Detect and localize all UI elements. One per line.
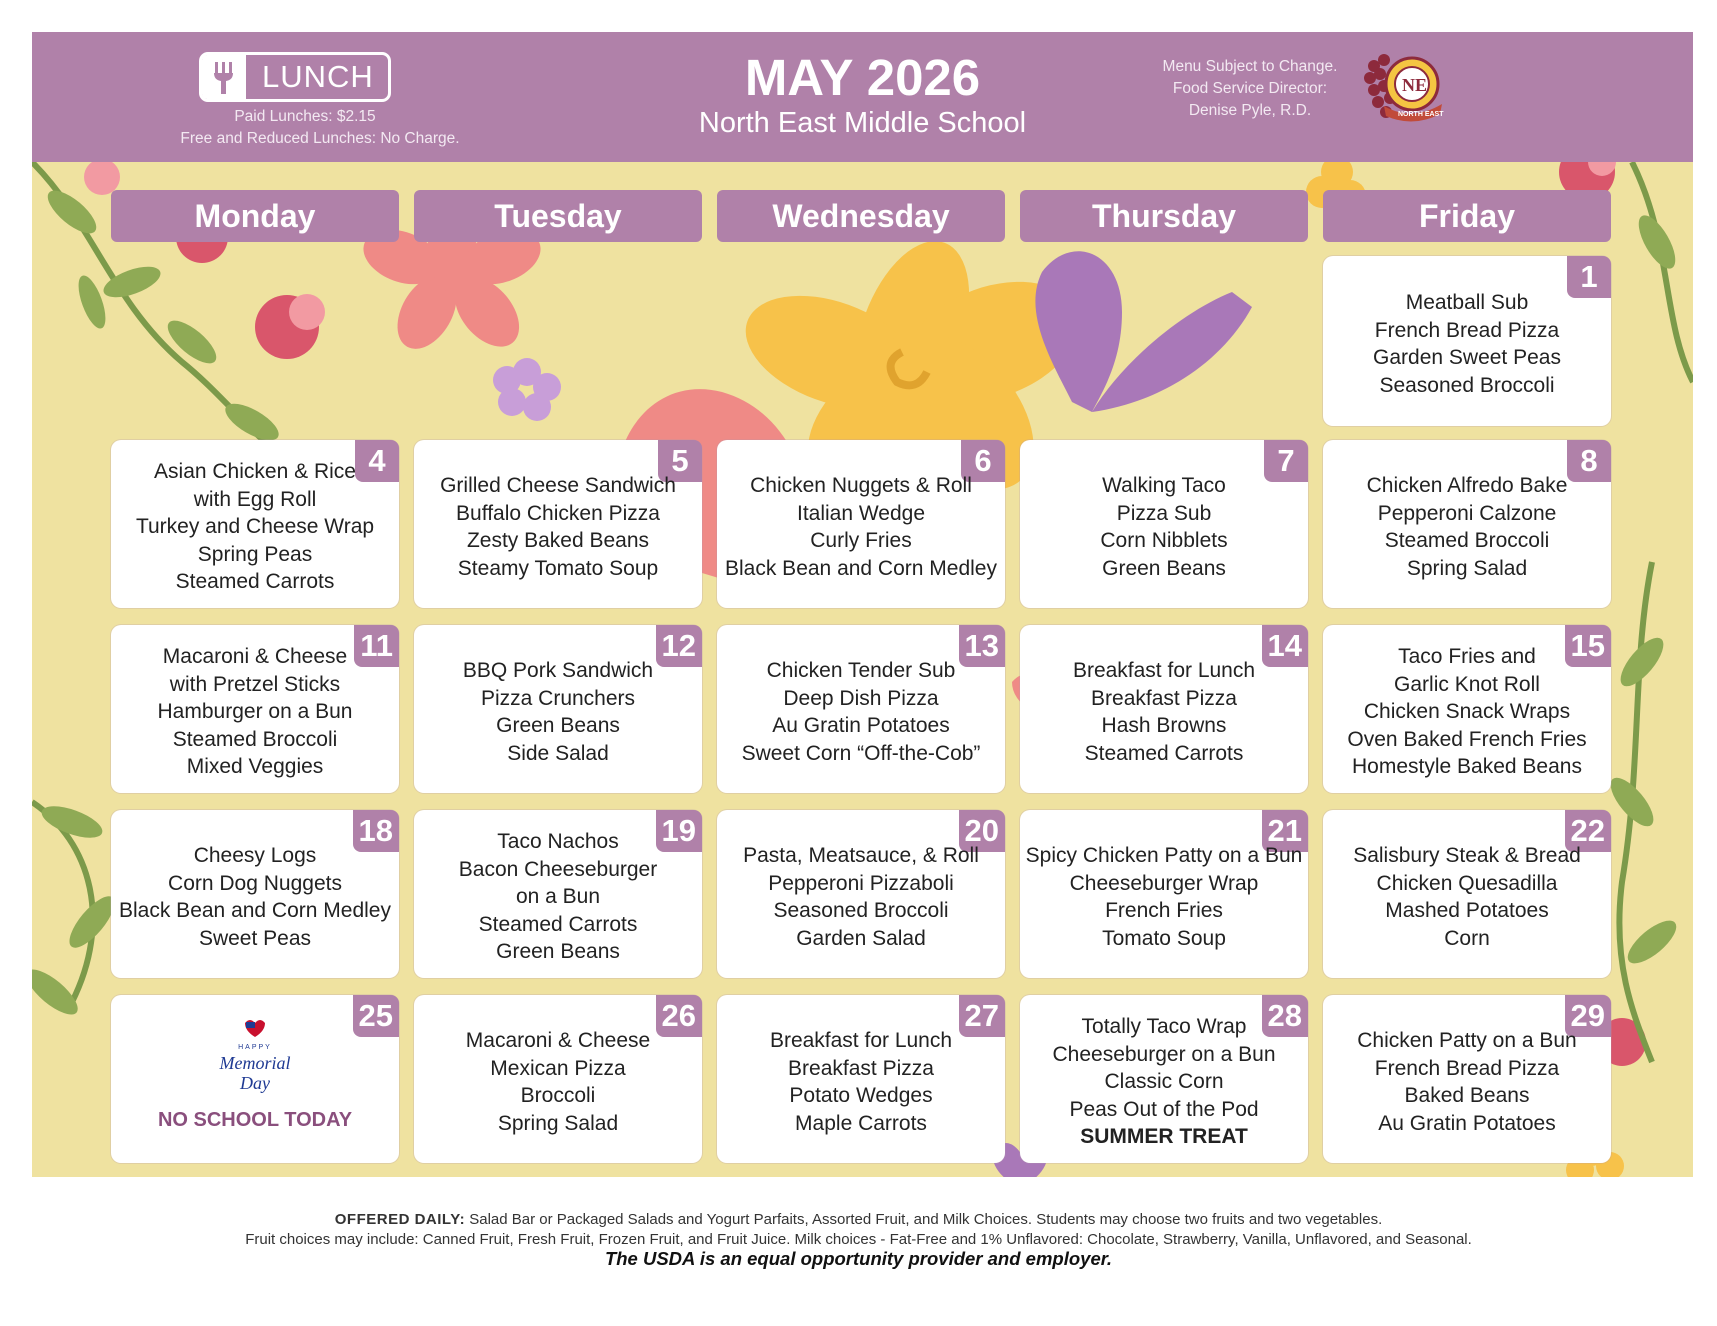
- menu-item: Homestyle Baked Beans: [1352, 755, 1582, 779]
- notice-line-3: Denise Pyle, R.D.: [1188, 102, 1312, 119]
- notice-line-1: Menu Subject to Change.: [1162, 58, 1338, 75]
- menu-item: Buffalo Chicken Pizza: [456, 501, 660, 525]
- menu-list: [1020, 810, 1308, 978]
- day-cell: [111, 625, 399, 793]
- summer-treat-item: SUMMER TREAT: [1080, 1125, 1248, 1149]
- menu-item: Mashed Potatoes: [1385, 899, 1549, 922]
- menu-item: Chicken Alfredo Bake: [1366, 474, 1568, 497]
- menu-item: Pepperoni Pizzaboli: [768, 871, 954, 895]
- date-number: 1: [1567, 256, 1611, 298]
- date-number: 20: [959, 810, 1005, 852]
- menu-item: Breakfast for Lunch: [1072, 659, 1256, 682]
- day-cell: [111, 810, 399, 978]
- menu-item: Breakfast for Lunch: [769, 1029, 953, 1052]
- menu-item: Italian Wedge: [796, 501, 926, 525]
- menu-item: Black Bean and Corn Medley: [725, 556, 997, 580]
- menu-list: [1323, 995, 1611, 1163]
- date-number: 18: [353, 810, 399, 852]
- menu-item: Corn: [1444, 926, 1490, 950]
- date-number: 4: [355, 440, 399, 482]
- menu-item: Maple Carrots: [795, 1111, 927, 1135]
- date-number: 14: [1262, 625, 1308, 667]
- menu-item: Tomato Soup: [1102, 926, 1226, 950]
- day-cell: [1323, 625, 1611, 793]
- page-title: MAY 2026: [744, 49, 981, 106]
- date-number: 15: [1565, 625, 1611, 667]
- offered-daily-label: OFFERED DAILY:: [334, 1211, 466, 1228]
- menu-item: Zesty Baked Beans: [466, 529, 650, 552]
- no-school-notice: NO SCHOOL TODAY: [157, 1109, 353, 1131]
- menu-item: Spring Salad: [497, 1111, 619, 1135]
- menu-item: Asian Chicken & Rice: [154, 460, 356, 484]
- date-number: 6: [961, 440, 1005, 482]
- menu-item: Sweet Peas: [198, 926, 312, 950]
- date-number: 12: [656, 625, 702, 667]
- date-number: 19: [656, 810, 702, 852]
- menu-item: Mixed Veggies: [186, 755, 324, 779]
- menu-item: Pasta, Meatsauce, & Roll: [743, 844, 979, 867]
- day-header-tuesday: Tuesday: [414, 190, 702, 242]
- menu-item: Meatball Sub: [1405, 291, 1529, 314]
- menu-item: Grilled Cheese Sandwich: [440, 474, 676, 497]
- menu-item: Breakfast Pizza: [788, 1056, 934, 1080]
- free-reduced-price: Free and Reduced Lunches: No Charge.: [180, 130, 460, 147]
- menu-list: [1323, 625, 1611, 793]
- menu-item: Side Salad: [507, 741, 609, 765]
- menu-item: Garden Sweet Peas: [1373, 346, 1561, 369]
- menu-item: Taco Nachos: [497, 830, 619, 854]
- menu-item: Chicken Patty on a Bun: [1357, 1029, 1577, 1052]
- menu-item: Classic Corn: [1104, 1070, 1224, 1094]
- date-number: 5: [658, 440, 702, 482]
- menu-item: Breakfast Pizza: [1091, 686, 1237, 710]
- menu-item: on a Bun: [515, 885, 601, 909]
- district-logo: [1356, 46, 1446, 130]
- date-number: 11: [354, 625, 399, 667]
- menu-item: Chicken Nuggets & Roll: [750, 474, 972, 497]
- day-cell: [1020, 440, 1308, 608]
- menu-list: [111, 440, 399, 608]
- menu-list: [717, 995, 1005, 1163]
- paid-lunch-price: Paid Lunches: $2.15: [234, 108, 376, 125]
- menu-list: [111, 625, 399, 793]
- menu-item: Steamed Carrots: [478, 912, 638, 936]
- date-number: 26: [656, 995, 702, 1037]
- date-number: 21: [1262, 810, 1308, 852]
- menu-list: [1020, 995, 1308, 1163]
- menu-item: BBQ Pork Sandwich: [462, 659, 654, 682]
- menu-item: Steamy Tomato Soup: [457, 556, 659, 580]
- menu-list: [1020, 440, 1308, 608]
- svg-text:HAPPY: HAPPY: [238, 1044, 272, 1051]
- menu-item: Broccoli: [520, 1084, 596, 1107]
- menu-item: Deep Dish Pizza: [783, 686, 939, 710]
- menu-item: Totally Taco Wrap: [1081, 1015, 1247, 1039]
- school-name: North East Middle School: [698, 107, 1027, 139]
- menu-item: Steamed Broccoli: [1384, 529, 1550, 552]
- menu-item: Steamed Carrots: [175, 570, 335, 594]
- date-number: 27: [959, 995, 1005, 1037]
- menu-item: Black Bean and Corn Medley: [119, 899, 391, 922]
- menu-list: [414, 810, 702, 978]
- menu-item: Garden Salad: [796, 926, 926, 950]
- day-header-friday: Friday: [1323, 190, 1611, 242]
- menu-list: [717, 625, 1005, 793]
- menu-item: Corn Nibblets: [1100, 529, 1228, 552]
- day-cell: [717, 995, 1005, 1163]
- date-number: 22: [1565, 810, 1611, 852]
- lunch-badge: [199, 52, 391, 102]
- menu-item: French Bread Pizza: [1374, 1056, 1560, 1080]
- day-cell: [414, 810, 702, 978]
- day-cell: [717, 810, 1005, 978]
- menu-list: [1323, 810, 1611, 978]
- day-cell: [1020, 810, 1308, 978]
- day-cell: [414, 440, 702, 608]
- day-cell: [111, 440, 399, 608]
- menu-list: [717, 440, 1005, 608]
- menu-item: Chicken Snack Wraps: [1363, 700, 1571, 724]
- svg-text:Memorial: Memorial: [219, 1053, 291, 1073]
- menu-item: Cheeseburger on a Bun: [1052, 1042, 1276, 1066]
- menu-item: with Pretzel Sticks: [169, 672, 341, 696]
- menu-item: Hash Browns: [1101, 714, 1227, 737]
- day-header-monday: Monday: [111, 190, 399, 242]
- menu-item: Peas Out of the Pod: [1069, 1097, 1259, 1121]
- menu-item: Macaroni & Cheese: [162, 645, 348, 669]
- day-cell: [1020, 625, 1308, 793]
- offered-daily-text: Salad Bar or Packaged Salads and Yogurt Parfaits, Assorted Fruit, and Milk Choices. Students may choose two fruits and two vegetables.: [465, 1211, 1383, 1228]
- day-cell: [1323, 440, 1611, 608]
- menu-item: Spring Peas: [197, 542, 313, 566]
- menu-item: Macaroni & Cheese: [465, 1029, 651, 1052]
- menu-item: Cheesy Logs: [193, 844, 317, 867]
- menu-list: [111, 810, 399, 978]
- logo-text: NORTH EAST: [1398, 111, 1444, 118]
- menu-item: Mexican Pizza: [490, 1056, 626, 1080]
- day-cell: [414, 625, 702, 793]
- date-number: 28: [1262, 995, 1308, 1037]
- menu-list: [717, 810, 1005, 978]
- menu-item: Pizza Sub: [1116, 501, 1212, 525]
- menu-item: Chicken Quesadilla: [1376, 871, 1558, 895]
- menu-item: Pizza Crunchers: [480, 686, 636, 710]
- lunch-label: LUNCH: [262, 59, 374, 94]
- day-cell: [414, 995, 702, 1163]
- fruit-milk-choices: Fruit choices may include: Canned Fruit, Fresh Fruit, Frozen Fruit, and Fruit Juice. Milk choices - Fat-Free and 1% Unflavored: Chocolate, Strawberry, Vanilla, Unflavored, and Seasonal.: [245, 1231, 1472, 1248]
- date-number: 25: [353, 995, 399, 1037]
- menu-item: Seasoned Broccoli: [1379, 373, 1555, 397]
- menu-list: [1020, 625, 1308, 793]
- menu-list: [1323, 256, 1611, 426]
- menu-item: Au Gratin Potatoes: [772, 714, 950, 737]
- day-cell: [717, 625, 1005, 793]
- menu-list: [1323, 440, 1611, 608]
- menu-item: Spring Salad: [1406, 556, 1528, 580]
- menu-item: Corn Dog Nuggets: [168, 871, 342, 895]
- menu-item: Bacon Cheeseburger: [458, 857, 658, 881]
- menu-item: Seasoned Broccoli: [773, 899, 949, 922]
- menu-item: Chicken Tender Sub: [766, 659, 956, 682]
- menu-item: Au Gratin Potatoes: [1378, 1111, 1556, 1135]
- menu-item: Steamed Carrots: [1084, 741, 1244, 765]
- menu-list: [414, 440, 702, 608]
- menu-list: [414, 625, 702, 793]
- svg-text:NE: NE: [1402, 75, 1428, 95]
- menu-item: Turkey and Cheese Wrap: [135, 515, 375, 539]
- menu-item: Sweet Corn “Off-the-Cob”: [741, 741, 981, 765]
- day-cell: [111, 995, 399, 1163]
- menu-item: Hamburger on a Bun: [157, 700, 353, 724]
- menu-item: Green Beans: [1102, 556, 1226, 580]
- menu-item: Steamed Broccoli: [172, 727, 338, 751]
- date-number: 8: [1567, 440, 1611, 482]
- day-cell: [1323, 810, 1611, 978]
- day-cell: [1323, 995, 1611, 1163]
- menu-item: Garlic Knot Roll: [1394, 672, 1540, 696]
- notice-line-2: Food Service Director:: [1172, 80, 1328, 97]
- menu-item: Cheeseburger Wrap: [1069, 871, 1259, 895]
- svg-text:Day: Day: [240, 1073, 270, 1093]
- date-number: 13: [959, 625, 1005, 667]
- date-number: 29: [1565, 995, 1611, 1037]
- fork-icon: [202, 55, 246, 99]
- menu-item: Curly Fries: [810, 529, 912, 552]
- menu-item: Taco Fries and: [1398, 645, 1536, 669]
- menu-item: Green Beans: [496, 940, 620, 964]
- day-cell: [1020, 995, 1308, 1163]
- day-cell: [717, 440, 1005, 608]
- day-header-thursday: Thursday: [1020, 190, 1308, 242]
- menu-item: with Egg Roll: [193, 487, 317, 511]
- menu-item: French Bread Pizza: [1374, 318, 1560, 342]
- menu-item: Green Beans: [496, 714, 620, 737]
- date-number: 7: [1264, 440, 1308, 482]
- menu-item: Pepperoni Calzone: [1377, 501, 1557, 525]
- usda-statement: The USDA is an equal opportunity provider and employer.: [604, 1248, 1113, 1269]
- menu-item: Potato Wedges: [789, 1084, 933, 1107]
- menu-list: [414, 995, 702, 1163]
- menu-item: Oven Baked French Fries: [1347, 727, 1587, 751]
- day-cell: [1323, 256, 1611, 426]
- menu-item: Spicy Chicken Patty on a Bun: [1025, 844, 1303, 867]
- menu-item: Salisbury Steak & Bread: [1353, 844, 1581, 867]
- offered-daily-line: [0, 1211, 1717, 1228]
- menu-item: French Fries: [1105, 899, 1223, 922]
- menu-item: Baked Beans: [1404, 1084, 1530, 1107]
- day-header-wednesday: Wednesday: [717, 190, 1005, 242]
- menu-item: Walking Taco: [1102, 474, 1226, 497]
- memorial-day-graphic: [219, 1017, 291, 1099]
